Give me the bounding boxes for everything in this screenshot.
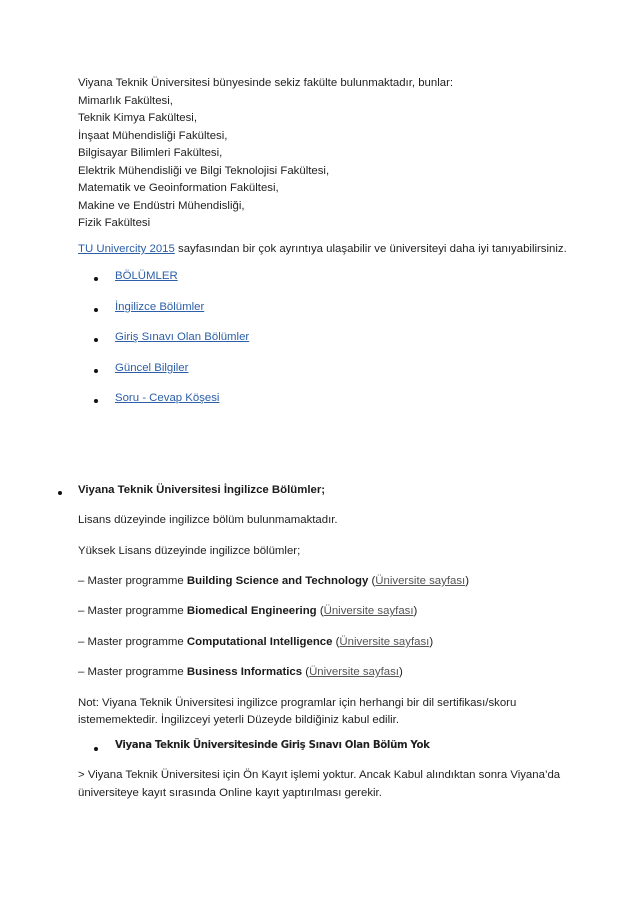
yuksek-lisans-text: Yüksek Lisans düzeyinde ingilizce bölümler;	[78, 545, 301, 557]
exam-heading: Viyana Teknik Üniversitesinde Giriş Sınavı Olan Bölüm Yok	[115, 740, 430, 751]
program-name: Computational Intelligence	[186, 636, 333, 648]
nav-link-guncel-bilgiler[interactable]: Güncel Bilgiler	[115, 362, 189, 374]
paren: (	[316, 605, 324, 617]
intro-text: Viyana Teknik Üniversitesi bünyesinde sekiz fakülte bulunmaktadır, bunlar:	[78, 77, 454, 89]
paren: (	[368, 575, 376, 587]
note-text-line2: istememektedir. İngilizceyi yeterli Düzeyde bildiğiniz kabul edilir.	[78, 714, 399, 726]
bullet-icon	[94, 338, 98, 342]
tu-paragraph	[78, 243, 567, 255]
bullet-icon	[94, 308, 98, 312]
paren: )	[429, 636, 434, 648]
program-row	[78, 666, 403, 678]
section-heading: Viyana Teknik Üniversitesi İngilizce Bölümler;	[78, 484, 326, 496]
program-row	[78, 636, 433, 648]
bullet-icon	[94, 277, 98, 281]
tu-paragraph-text: sayfasından bir çok ayrıntıya ulaşabilir ve üniversiteyi daha iyi tanıyabilirsiniz.	[174, 243, 567, 255]
exam-text-line2: üniversiteye kayıt sırasında Online kayıt yaptırılması gerekir.	[78, 787, 382, 799]
university-page-link[interactable]: Üniversite sayfası	[323, 605, 414, 617]
university-page-link[interactable]: Üniversite sayfası	[309, 666, 399, 678]
university-page-link[interactable]: Üniversite sayfası	[375, 575, 466, 587]
paren: (	[302, 666, 310, 678]
faculty-item: Makine ve Endüstri Mühendisliği,	[78, 200, 245, 212]
paren: )	[398, 666, 403, 678]
nav-link-soru-cevap[interactable]: Soru - Cevap Köşesi	[115, 392, 220, 404]
paren: (	[332, 636, 340, 648]
faculty-item: Bilgisayar Bilimleri Fakültesi,	[78, 147, 223, 159]
bullet-icon	[94, 747, 98, 751]
tu-university-link[interactable]: TU Univercity 2015	[78, 243, 175, 255]
program-prefix: – Master programme	[78, 575, 187, 587]
nav-link-ingilizce-bolumler[interactable]: İngilizce Bölümler	[115, 301, 205, 313]
program-name: Building Science and Technology	[186, 575, 369, 587]
program-prefix: – Master programme	[78, 636, 187, 648]
program-prefix: – Master programme	[78, 666, 187, 678]
nav-link-bolumler[interactable]: BÖLÜMLER	[115, 270, 178, 282]
nav-link-giris-sinavi[interactable]: Giriş Sınavı Olan Bölümler	[115, 331, 250, 343]
faculty-item: Fizik Fakültesi	[78, 217, 151, 229]
exam-text-line1: > Viyana Teknik Üniversitesi için Ön Kayıt işlemi yoktur. Ancak Kabul alındıktan sonra Viyana’da	[78, 769, 561, 781]
program-row	[78, 575, 469, 587]
program-row	[78, 605, 417, 617]
program-prefix: – Master programme	[78, 605, 187, 617]
bullet-icon	[58, 491, 62, 495]
bullet-icon	[94, 369, 98, 373]
faculty-item: Teknik Kimya Fakültesi,	[78, 112, 198, 124]
bullet-icon	[94, 399, 98, 403]
paren: )	[413, 605, 418, 617]
paren: )	[465, 575, 469, 587]
university-page-link[interactable]: Üniversite sayfası	[339, 636, 430, 648]
program-name: Biomedical Engineering	[186, 605, 317, 617]
note-text-line1: Not: Viyana Teknik Üniversitesi ingilizce programlar için herhangi bir dil sertifikası/skoru	[78, 697, 517, 709]
faculty-item: İnşaat Mühendisliği Fakültesi,	[78, 130, 228, 142]
faculty-item: Mimarlık Fakültesi,	[78, 95, 173, 107]
lisans-text: Lisans düzeyinde ingilizce bölüm bulunmamaktadır.	[78, 514, 338, 526]
program-name: Business Informatics	[186, 666, 303, 678]
faculty-item: Elektrik Mühendisliği ve Bilgi Teknolojisi Fakültesi,	[78, 165, 330, 177]
faculty-item: Matematik ve Geoinformation Fakültesi,	[78, 182, 279, 194]
